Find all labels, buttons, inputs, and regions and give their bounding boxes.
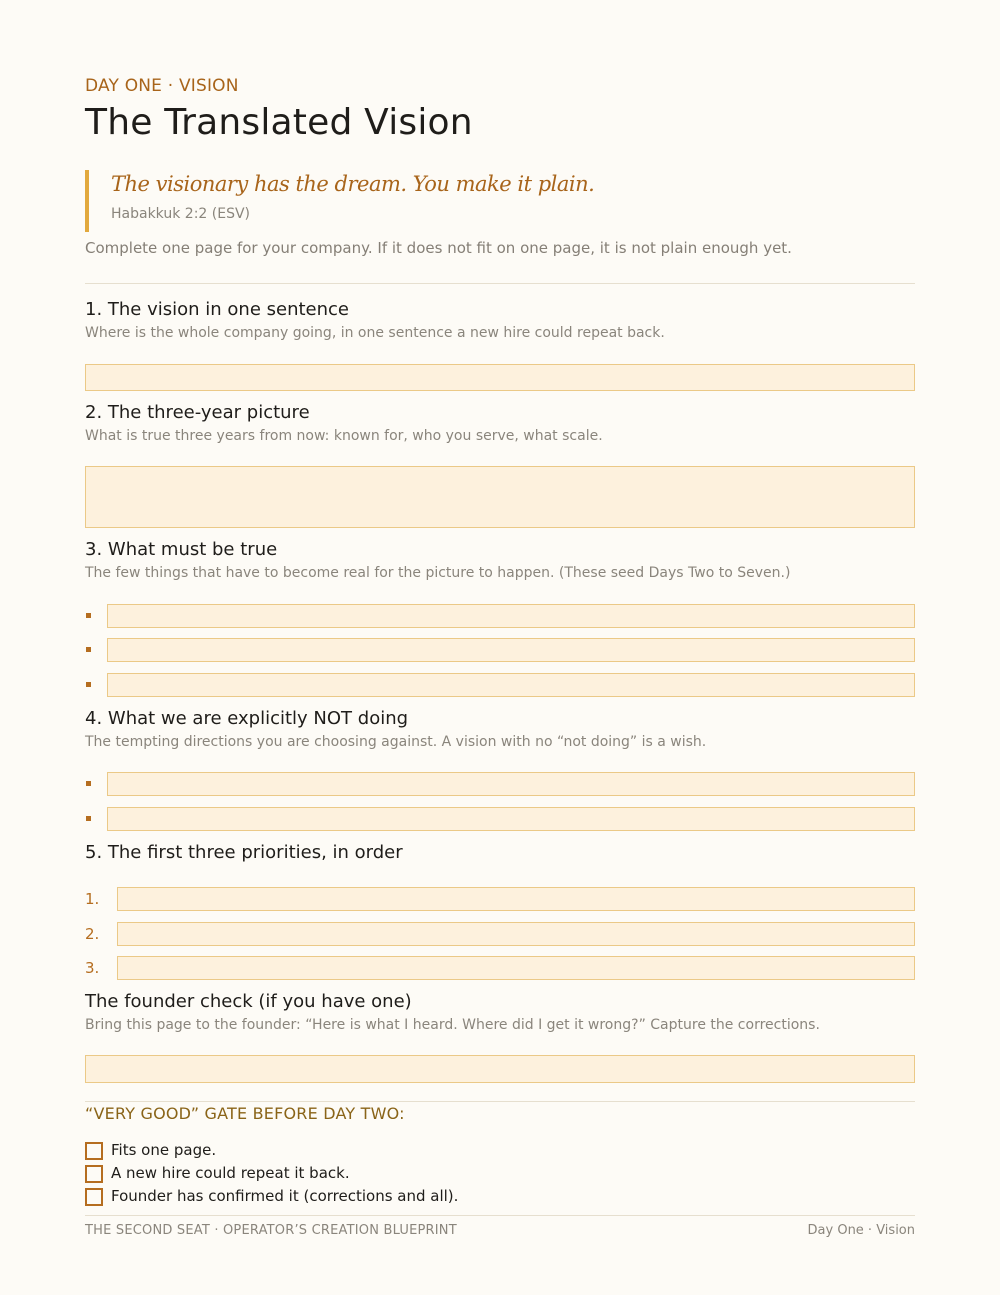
bullet-marker bbox=[86, 613, 91, 618]
gate-item-label: Founder has confirmed it (corrections and all). bbox=[111, 1187, 459, 1205]
priority-number: 3. bbox=[85, 959, 100, 977]
bullet-marker bbox=[86, 682, 91, 687]
section-subtitle: The few things that have to become real for the picture to happen. (These seed Days Two to Seven.) bbox=[85, 565, 791, 581]
section-subtitle: Where is the whole company going, in one sentence a new hire could repeat back. bbox=[85, 325, 665, 341]
vision-sentence-field[interactable] bbox=[85, 364, 915, 391]
priority-field[interactable] bbox=[117, 887, 915, 911]
gate-checkbox[interactable] bbox=[85, 1165, 103, 1183]
bullet-marker bbox=[86, 816, 91, 821]
section-title: 2. The three-year picture bbox=[85, 402, 310, 423]
quote-reference: Habakkuk 2:2 (ESV) bbox=[111, 206, 251, 222]
section-subtitle: What is true three years from now: known for, who you serve, what scale. bbox=[85, 428, 603, 444]
divider bbox=[85, 1101, 915, 1102]
gate-checkbox[interactable] bbox=[85, 1188, 103, 1206]
eyebrow-label: DAY ONE · VISION bbox=[85, 76, 239, 96]
section-title: 1. The vision in one sentence bbox=[85, 299, 349, 320]
quote-text: The visionary has the dream. You make it plain. bbox=[111, 172, 595, 196]
gate-item-label: Fits one page. bbox=[111, 1141, 217, 1159]
gate-checkbox[interactable] bbox=[85, 1142, 103, 1160]
priority-number: 2. bbox=[85, 925, 100, 943]
section-subtitle: The tempting directions you are choosing against. A vision with no “not doing” is a wish. bbox=[85, 734, 707, 750]
intro-text: Complete one page for your company. If it does not fit on one page, it is not plain enough yet. bbox=[85, 239, 792, 257]
footer-brand: THE SECOND SEAT · OPERATOR’S CREATION BLUEPRINT bbox=[85, 1223, 457, 1238]
gate-item-label: A new hire could repeat it back. bbox=[111, 1164, 350, 1182]
gate-title: “VERY GOOD” GATE BEFORE DAY TWO: bbox=[85, 1104, 405, 1123]
three-year-picture-field[interactable] bbox=[85, 466, 915, 528]
footer-divider bbox=[85, 1215, 915, 1216]
section-title: The founder check (if you have one) bbox=[85, 991, 412, 1012]
priority-field[interactable] bbox=[117, 956, 915, 980]
priority-field[interactable] bbox=[117, 922, 915, 946]
not-doing-field[interactable] bbox=[107, 807, 915, 831]
not-doing-field[interactable] bbox=[107, 772, 915, 796]
bullet-marker bbox=[86, 781, 91, 786]
quote-block bbox=[85, 170, 594, 232]
bullet-marker bbox=[86, 647, 91, 652]
must-be-true-field[interactable] bbox=[107, 638, 915, 662]
section-title: 5. The first three priorities, in order bbox=[85, 842, 403, 863]
footer-page-label: Day One · Vision bbox=[807, 1223, 915, 1238]
founder-corrections-field[interactable] bbox=[85, 1055, 915, 1083]
must-be-true-field[interactable] bbox=[107, 604, 915, 628]
section-title: 3. What must be true bbox=[85, 539, 278, 560]
page-title: The Translated Vision bbox=[85, 102, 473, 143]
divider bbox=[85, 283, 915, 284]
must-be-true-field[interactable] bbox=[107, 673, 915, 697]
priority-number: 1. bbox=[85, 890, 100, 908]
section-title: 4. What we are explicitly NOT doing bbox=[85, 708, 409, 729]
section-subtitle: Bring this page to the founder: “Here is what I heard. Where did I get it wrong?” Capture the corrections. bbox=[85, 1017, 820, 1033]
